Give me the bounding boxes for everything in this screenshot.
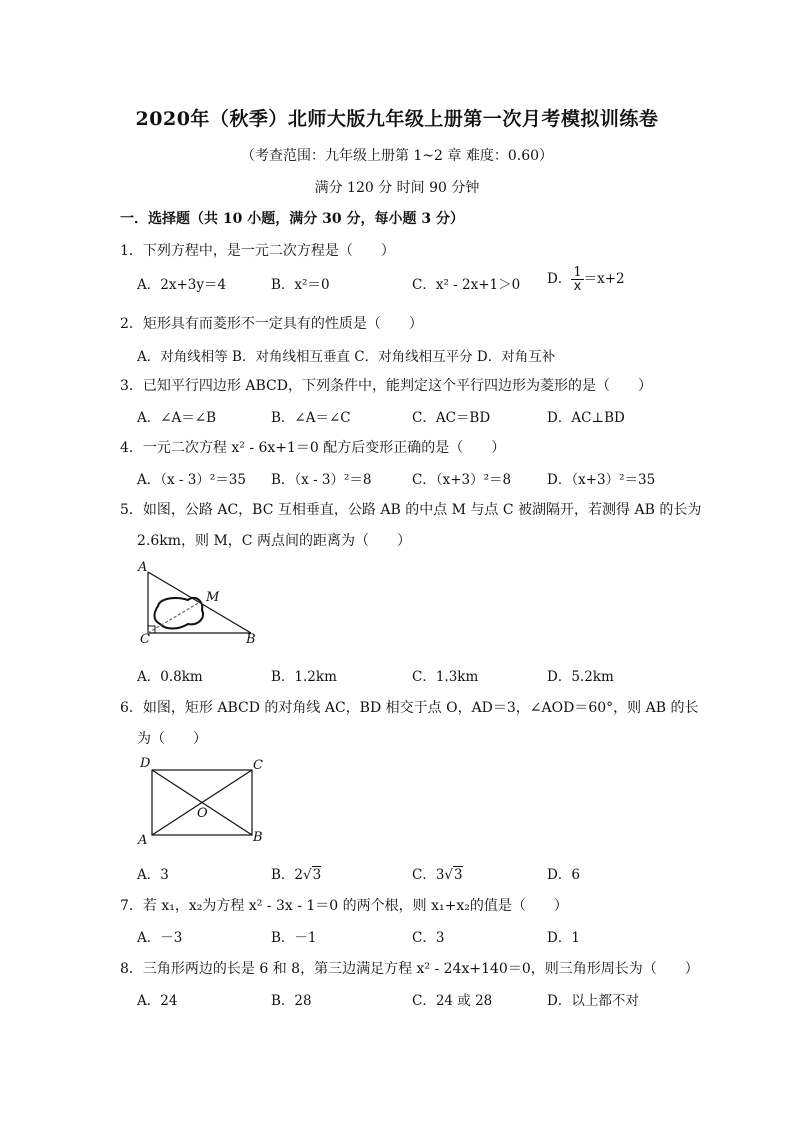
question-6-option-a: A．3 [137, 867, 169, 883]
option-b-prefix: B．2 [271, 867, 304, 883]
rectangle-diagonals-diagram [136, 756, 271, 850]
question-5-option-c: C．1.3km [412, 669, 479, 685]
question-1-option-a: A．2x+3y＝4 [137, 277, 227, 293]
fraction [571, 266, 583, 293]
question-7-stem: 7．若 x₁，x₂为方程 x² - 3x - 1＝0 的两个根，则 x₁+x₂的值是（ ） [120, 898, 568, 914]
question-8-option-d: D．以上都不对 [547, 993, 639, 1009]
question-3-stem: 3．已知平行四边形 ABCD，下列条件中，能判定这个平行四边形为菱形的是（ ） [120, 378, 652, 394]
label-b: B [253, 830, 263, 845]
question-3-option-a: A．∠A＝∠B [137, 410, 217, 426]
question-5-stem-line-2: 2.6km，则 M，C 两点间的距离为（ ） [137, 533, 411, 549]
page-title: 2020年（秋季）北师大版九年级上册第一次月考模拟训练卷 [135, 108, 659, 130]
question-3-option-d: D．AC⊥BD [547, 410, 625, 426]
question-4-option-d: D．（x+3）²＝35 [547, 472, 656, 488]
question-6-option-c: C．3√3 [412, 867, 463, 883]
label-c: C [140, 632, 150, 647]
question-6-stem-line-2: 为（ ） [137, 731, 207, 747]
question-8-option-c: C．24 或 28 [412, 993, 493, 1009]
question-1-stem: 1．下列方程中，是一元二次方程是（ ） [120, 243, 395, 259]
question-2-options: A．对角线相等 B．对角线相互垂直 C．对角线相互平分 D．对角互补 [137, 349, 556, 365]
question-3-option-b: B．∠A＝∠C [271, 410, 351, 426]
question-7-option-b: B．－1 [271, 930, 317, 946]
question-3-option-c: C．AC＝BD [412, 410, 491, 426]
question-1-option-c: C．x² - 2x+1＞0 [412, 277, 521, 293]
question-8-stem: 8．三角形两边的长是 6 和 8，第三边满足方程 x² - 24x+140＝0，则三角形周长为（ ） [120, 961, 699, 977]
question-1-option-b: B．x²＝0 [271, 277, 330, 293]
question-1-option-d [547, 266, 625, 293]
option-d-prefix: D． [547, 271, 572, 287]
label-a: A [138, 833, 148, 848]
question-6-option-b: B．2√3 [271, 867, 322, 883]
question-6-option-d: D．6 [547, 867, 580, 883]
fraction-denominator: x [573, 279, 582, 294]
question-2-stem: 2．矩形具有而菱形不一定具有的性质是（ ） [120, 316, 423, 332]
label-c: C [253, 758, 263, 773]
question-5-option-d: D．5.2km [547, 669, 614, 685]
score-and-time: 满分 120 分 时间 90 分钟 [314, 180, 480, 196]
question-5-figure [136, 560, 276, 652]
question-8-option-b: B．28 [271, 993, 312, 1009]
radicand: 3 [454, 867, 463, 883]
question-6-stem-line-1: 6．如图，矩形 ABCD 的对角线 AC，BD 相交于点 O，AD＝3，∠AOD＝60°，则 AB 的长 [120, 700, 699, 716]
radicand: 3 [312, 867, 322, 883]
label-m: M [206, 590, 220, 605]
label-b: B [246, 632, 256, 647]
exam-scope: （考查范围：九年级上册第 1~2 章 难度：0.60） [240, 148, 554, 164]
label-o: O [197, 806, 208, 821]
section-heading: 一．选择题（共 10 小题，满分 30 分，每小题 3 分） [120, 211, 464, 227]
label-d: D [140, 756, 151, 771]
question-5-stem-line-1: 5．如图，公路 AC，BC 互相垂直，公路 AB 的中点 M 与点 C 被湖隔开，若测得 AB 的长为 [120, 502, 702, 518]
question-6-figure [136, 756, 271, 850]
question-7-option-c: C．3 [412, 930, 445, 946]
question-5-option-b: B．1.2km [271, 669, 337, 685]
label-a: A [138, 560, 148, 575]
option-d-suffix: ＝x+2 [583, 271, 625, 287]
fraction-numerator: 1 [573, 265, 582, 280]
question-8-option-a: A．24 [137, 993, 178, 1009]
question-5-option-a: A．0.8km [137, 669, 203, 685]
question-4-stem: 4．一元二次方程 x² - 6x+1＝0 配方后变形正确的是（ ） [120, 440, 506, 456]
question-7-option-a: A．－3 [137, 930, 183, 946]
question-4-option-a: A．（x - 3）²＝35 [137, 472, 246, 488]
question-4-option-b: B．（x - 3）²＝8 [271, 472, 372, 488]
option-c-prefix: C．3 [412, 867, 445, 883]
question-7-option-d: D．1 [547, 930, 580, 946]
question-4-option-c: C．（x+3）²＝8 [412, 472, 512, 488]
